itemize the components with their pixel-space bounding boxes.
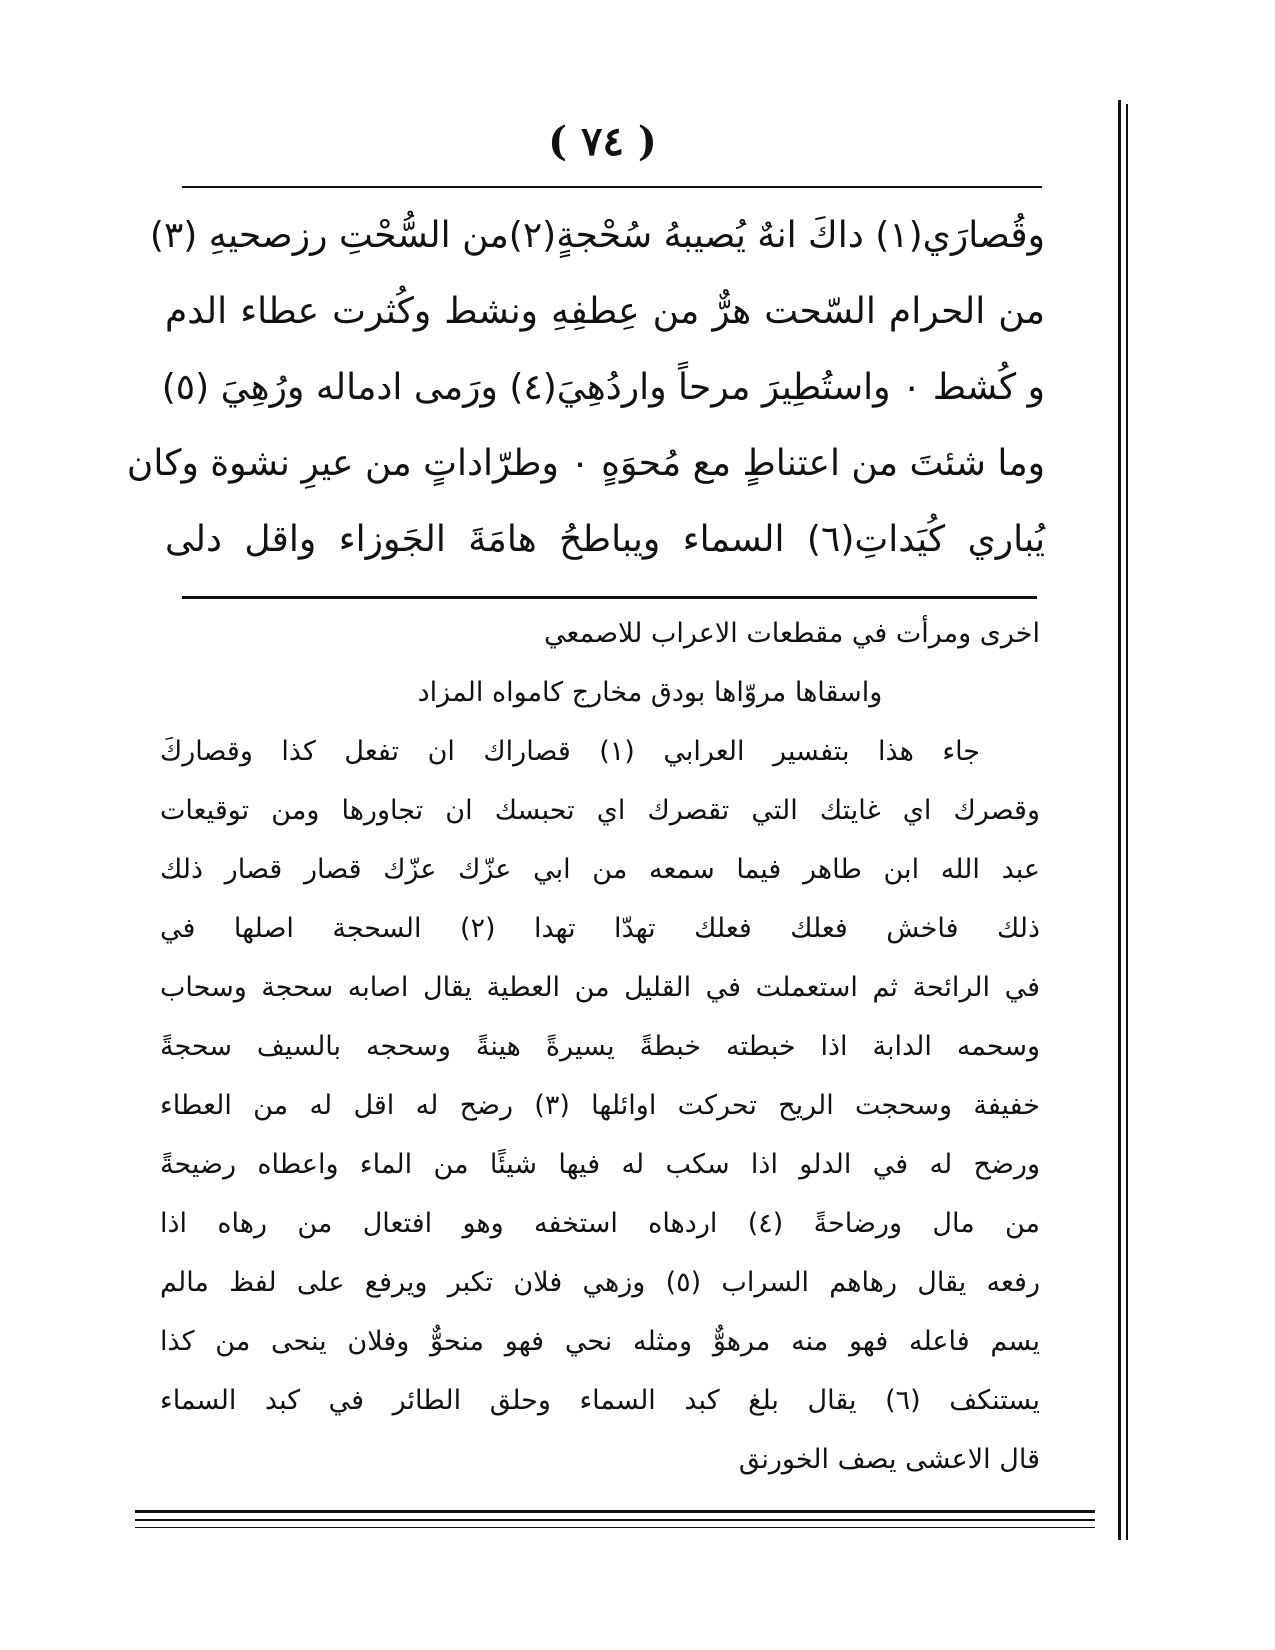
main-text-line: وما شئتَ من اعتناطٍ مع مُحوَهٍ ٠ وطرّاداتٍ من عيرِ نشوة وكان <box>126 443 1045 484</box>
commentary-line: يستنكف (٦) يقال بلغ كبد السماء وحلق الطائر في كبد السماء <box>160 1385 1040 1416</box>
binding-line <box>1126 104 1128 1540</box>
commentary-line: يسم فاعله فهو منه مرهوٌّ ومثله نحي فهو منحوٌّ وفلان ينحى من كذا <box>160 1326 1040 1357</box>
footer-rule <box>135 1519 1095 1521</box>
commentary-line: وقصرك اي غايتك التي تقصرك اي تحبسك ان تجاورها ومن توقيعات <box>160 795 1040 826</box>
page-number: ( ٧٤ ) <box>548 118 657 165</box>
commentary-line: اخرى ومرأت في مقطعات الاعراب للاصمعي <box>543 618 1040 649</box>
main-text-line: من الحرام السّحت هرٌّ من عِطفِهِ ونشط وكُثرت عطاء الدم <box>165 291 1045 332</box>
binding-line <box>1118 100 1121 1540</box>
commentary-line: قال الاعشى يصف الخورنق <box>738 1444 1040 1475</box>
commentary-line: ذلك فاخش فعلك فعلك تهدّا تهدا (٢) السحجة اصلها في <box>160 913 1040 944</box>
main-text-line: يُباري كُيَداتِ(٦) السماء ويباطحُ هامَةَ الجَوزاء واقل دلى <box>165 519 1045 560</box>
footer-rule <box>135 1527 1095 1528</box>
commentary-notes <box>160 604 1040 1489</box>
commentary-line: خفيفة وسحجت الريح تحركت اوائلها (٣) رضح له اقل له من العطاء <box>160 1090 1040 1121</box>
main-text-line: وقُصارَي(١) داكَ انهٌ يُصيبهُ سُحْجةٍ(٢)من السُّحْتِ رزصحيهِ (٣) <box>149 215 1045 256</box>
footer-rule <box>135 1510 1095 1513</box>
main-text-line: و كُشط ٠ واستُطِيرَ مرحاً واردُهِيَ(٤) ورَمى ادماله ورُهِيَ (٥) <box>161 367 1045 408</box>
commentary-verse-line: واسقاها مروّاها بودق مخارج كامواه المزاد <box>417 677 883 708</box>
commentary-line: رفعه يقال رهاهم السراب (٥) وزهي فلان تكبر ويرفع على لفظ مالم <box>160 1267 1040 1298</box>
section-divider <box>182 596 1037 599</box>
commentary-line: في الرائحة ثم استعملت في القليل من العطية يقال اصابه سحجة وسحاب <box>160 972 1040 1003</box>
commentary-line: من مال ورضاحةً (٤) اردهاه استخفه وهو افتعال من رهاه اذا <box>160 1208 1041 1239</box>
commentary-line: عبد الله ابن طاهر فيما سمعه من ابي عزّك عزّك قصار قصار ذلك <box>160 854 1040 885</box>
commentary-line: ورضح له في الدلو اذا سكب له فيها شيئًا من الماء واعطاه رضيحةً <box>160 1149 1040 1180</box>
header-rule <box>182 186 1042 188</box>
commentary-line: جاء هذا بتفسير العرابي (١) قصاراك ان تفعل كذا وقصاركَ <box>160 736 980 767</box>
main-text <box>126 198 1045 578</box>
commentary-line: وسحمه الدابة اذا خبطته خبطةً يسيرةً هينةً وسحجه بالسيف سحجةً <box>160 1031 1040 1062</box>
